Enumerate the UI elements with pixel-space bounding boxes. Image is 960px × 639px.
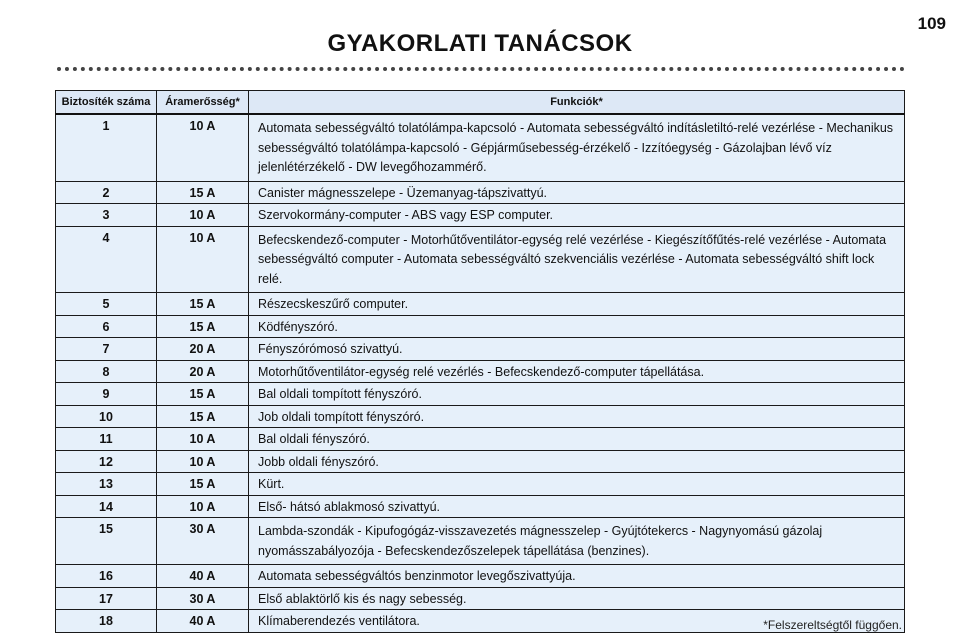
table-row [56, 114, 905, 181]
fuse-number: 7 [56, 338, 157, 361]
fuse-amperage: 30 A [157, 587, 249, 610]
fuse-number: 9 [56, 383, 157, 406]
fuse-amperage: 10 A [157, 450, 249, 473]
table-row [56, 181, 905, 204]
fuse-number: 4 [56, 226, 157, 293]
fuse-number: 3 [56, 204, 157, 227]
table-body [56, 114, 905, 632]
table-row [56, 473, 905, 496]
table-row [56, 495, 905, 518]
fuse-functions: Részecskeszűrő computer. [249, 293, 905, 316]
fuse-functions: Klímaberendezés ventilátora. [249, 610, 905, 633]
fuse-amperage: 15 A [157, 181, 249, 204]
table-row [56, 315, 905, 338]
table-row [56, 518, 905, 565]
table-row [56, 565, 905, 588]
fuse-functions: Első ablaktörlő kis és nagy sebesség. [249, 587, 905, 610]
fuse-functions: Szervokormány-computer - ABS vagy ESP computer. [249, 204, 905, 227]
header-fuse-number: Biztosíték száma [56, 91, 157, 115]
fuse-table [55, 90, 905, 633]
fuse-number: 13 [56, 473, 157, 496]
fuse-amperage: 10 A [157, 495, 249, 518]
fuse-functions: Automata sebességváltós benzinmotor levegőszivattyúja. [249, 565, 905, 588]
fuse-number: 15 [56, 518, 157, 565]
fuse-amperage: 20 A [157, 338, 249, 361]
fuse-amperage: 15 A [157, 293, 249, 316]
table-row [56, 428, 905, 451]
fuse-amperage: 20 A [157, 360, 249, 383]
fuse-amperage: 10 A [157, 428, 249, 451]
fuse-functions: Automata sebességváltó tolatólámpa-kapcsoló - Automata sebességváltó indításletiltó-relé vezérlése - Mechanikus sebességváltó tolatólámpa-kapcsoló - Gépjárműsebesség-érzékelő - Izzítóegység - Gázolajban lévő víz jelenlétérzékelő - DW levegőhozammérő. [249, 114, 905, 181]
table-row [56, 405, 905, 428]
fuse-functions: Canister mágnesszelepe - Üzemanyag-tápszivattyú. [249, 181, 905, 204]
fuse-functions: Job oldali tompított fényszóró. [249, 405, 905, 428]
fuse-amperage: 40 A [157, 565, 249, 588]
fuse-number: 17 [56, 587, 157, 610]
fuse-amperage: 15 A [157, 405, 249, 428]
dotted-divider [57, 67, 905, 71]
fuse-functions: Első- hátsó ablakmosó szivattyú. [249, 495, 905, 518]
table-row [56, 587, 905, 610]
table-row [56, 293, 905, 316]
fuse-amperage: 10 A [157, 114, 249, 181]
fuse-functions: Jobb oldali fényszóró. [249, 450, 905, 473]
table-row [56, 383, 905, 406]
fuse-number: 16 [56, 565, 157, 588]
fuse-functions: Bal oldali tompított fényszóró. [249, 383, 905, 406]
fuse-number: 2 [56, 181, 157, 204]
page-title: GYAKORLATI TANÁCSOK [327, 30, 633, 57]
fuse-functions: Ködfényszóró. [249, 315, 905, 338]
table-row [56, 360, 905, 383]
table-row [56, 338, 905, 361]
fuse-amperage: 30 A [157, 518, 249, 565]
fuse-amperage: 15 A [157, 315, 249, 338]
fuse-functions: Befecskendező-computer - Motorhűtőventilátor-egység relé vezérlése - Kiegészítőfűtés-relé vezérlése - Automata sebességváltó computer - Automata sebességváltó szekvenciális vezérlése - Automata sebességváltó shift lock relé. [249, 226, 905, 293]
fuse-functions: Kürt. [249, 473, 905, 496]
fuse-amperage: 40 A [157, 610, 249, 633]
table-header-row [56, 91, 905, 115]
fuse-functions: Lambda-szondák - Kipufogógáz-visszavezetés mágnesszelep - Gyújtótekercs - Nagynyomású gázolaj nyomásszabályozója - Befecskendezőszelepek tápellátása (benzines). [249, 518, 905, 565]
header-amperage: Áramerősség* [157, 91, 249, 115]
fuse-amperage: 15 A [157, 383, 249, 406]
fuse-number: 1 [56, 114, 157, 181]
footnote: *Felszereltségtől függően. [763, 618, 902, 632]
fuse-number: 11 [56, 428, 157, 451]
fuse-amperage: 10 A [157, 204, 249, 227]
table-row [56, 450, 905, 473]
table-row [56, 226, 905, 293]
fuse-number: 6 [56, 315, 157, 338]
fuse-number: 5 [56, 293, 157, 316]
header-functions: Funkciók* [249, 91, 905, 115]
fuse-functions: Bal oldali fényszóró. [249, 428, 905, 451]
fuse-amperage: 15 A [157, 473, 249, 496]
fuse-number: 8 [56, 360, 157, 383]
fuse-number: 14 [56, 495, 157, 518]
fuse-number: 10 [56, 405, 157, 428]
fuse-functions: Motorhűtőventilátor-egység relé vezérlés - Befecskendező-computer tápellátása. [249, 360, 905, 383]
table-row [56, 204, 905, 227]
fuse-number: 12 [56, 450, 157, 473]
fuse-number: 18 [56, 610, 157, 633]
fuse-amperage: 10 A [157, 226, 249, 293]
page-number: 109 [917, 14, 946, 33]
fuse-functions: Fényszórómosó szivattyú. [249, 338, 905, 361]
